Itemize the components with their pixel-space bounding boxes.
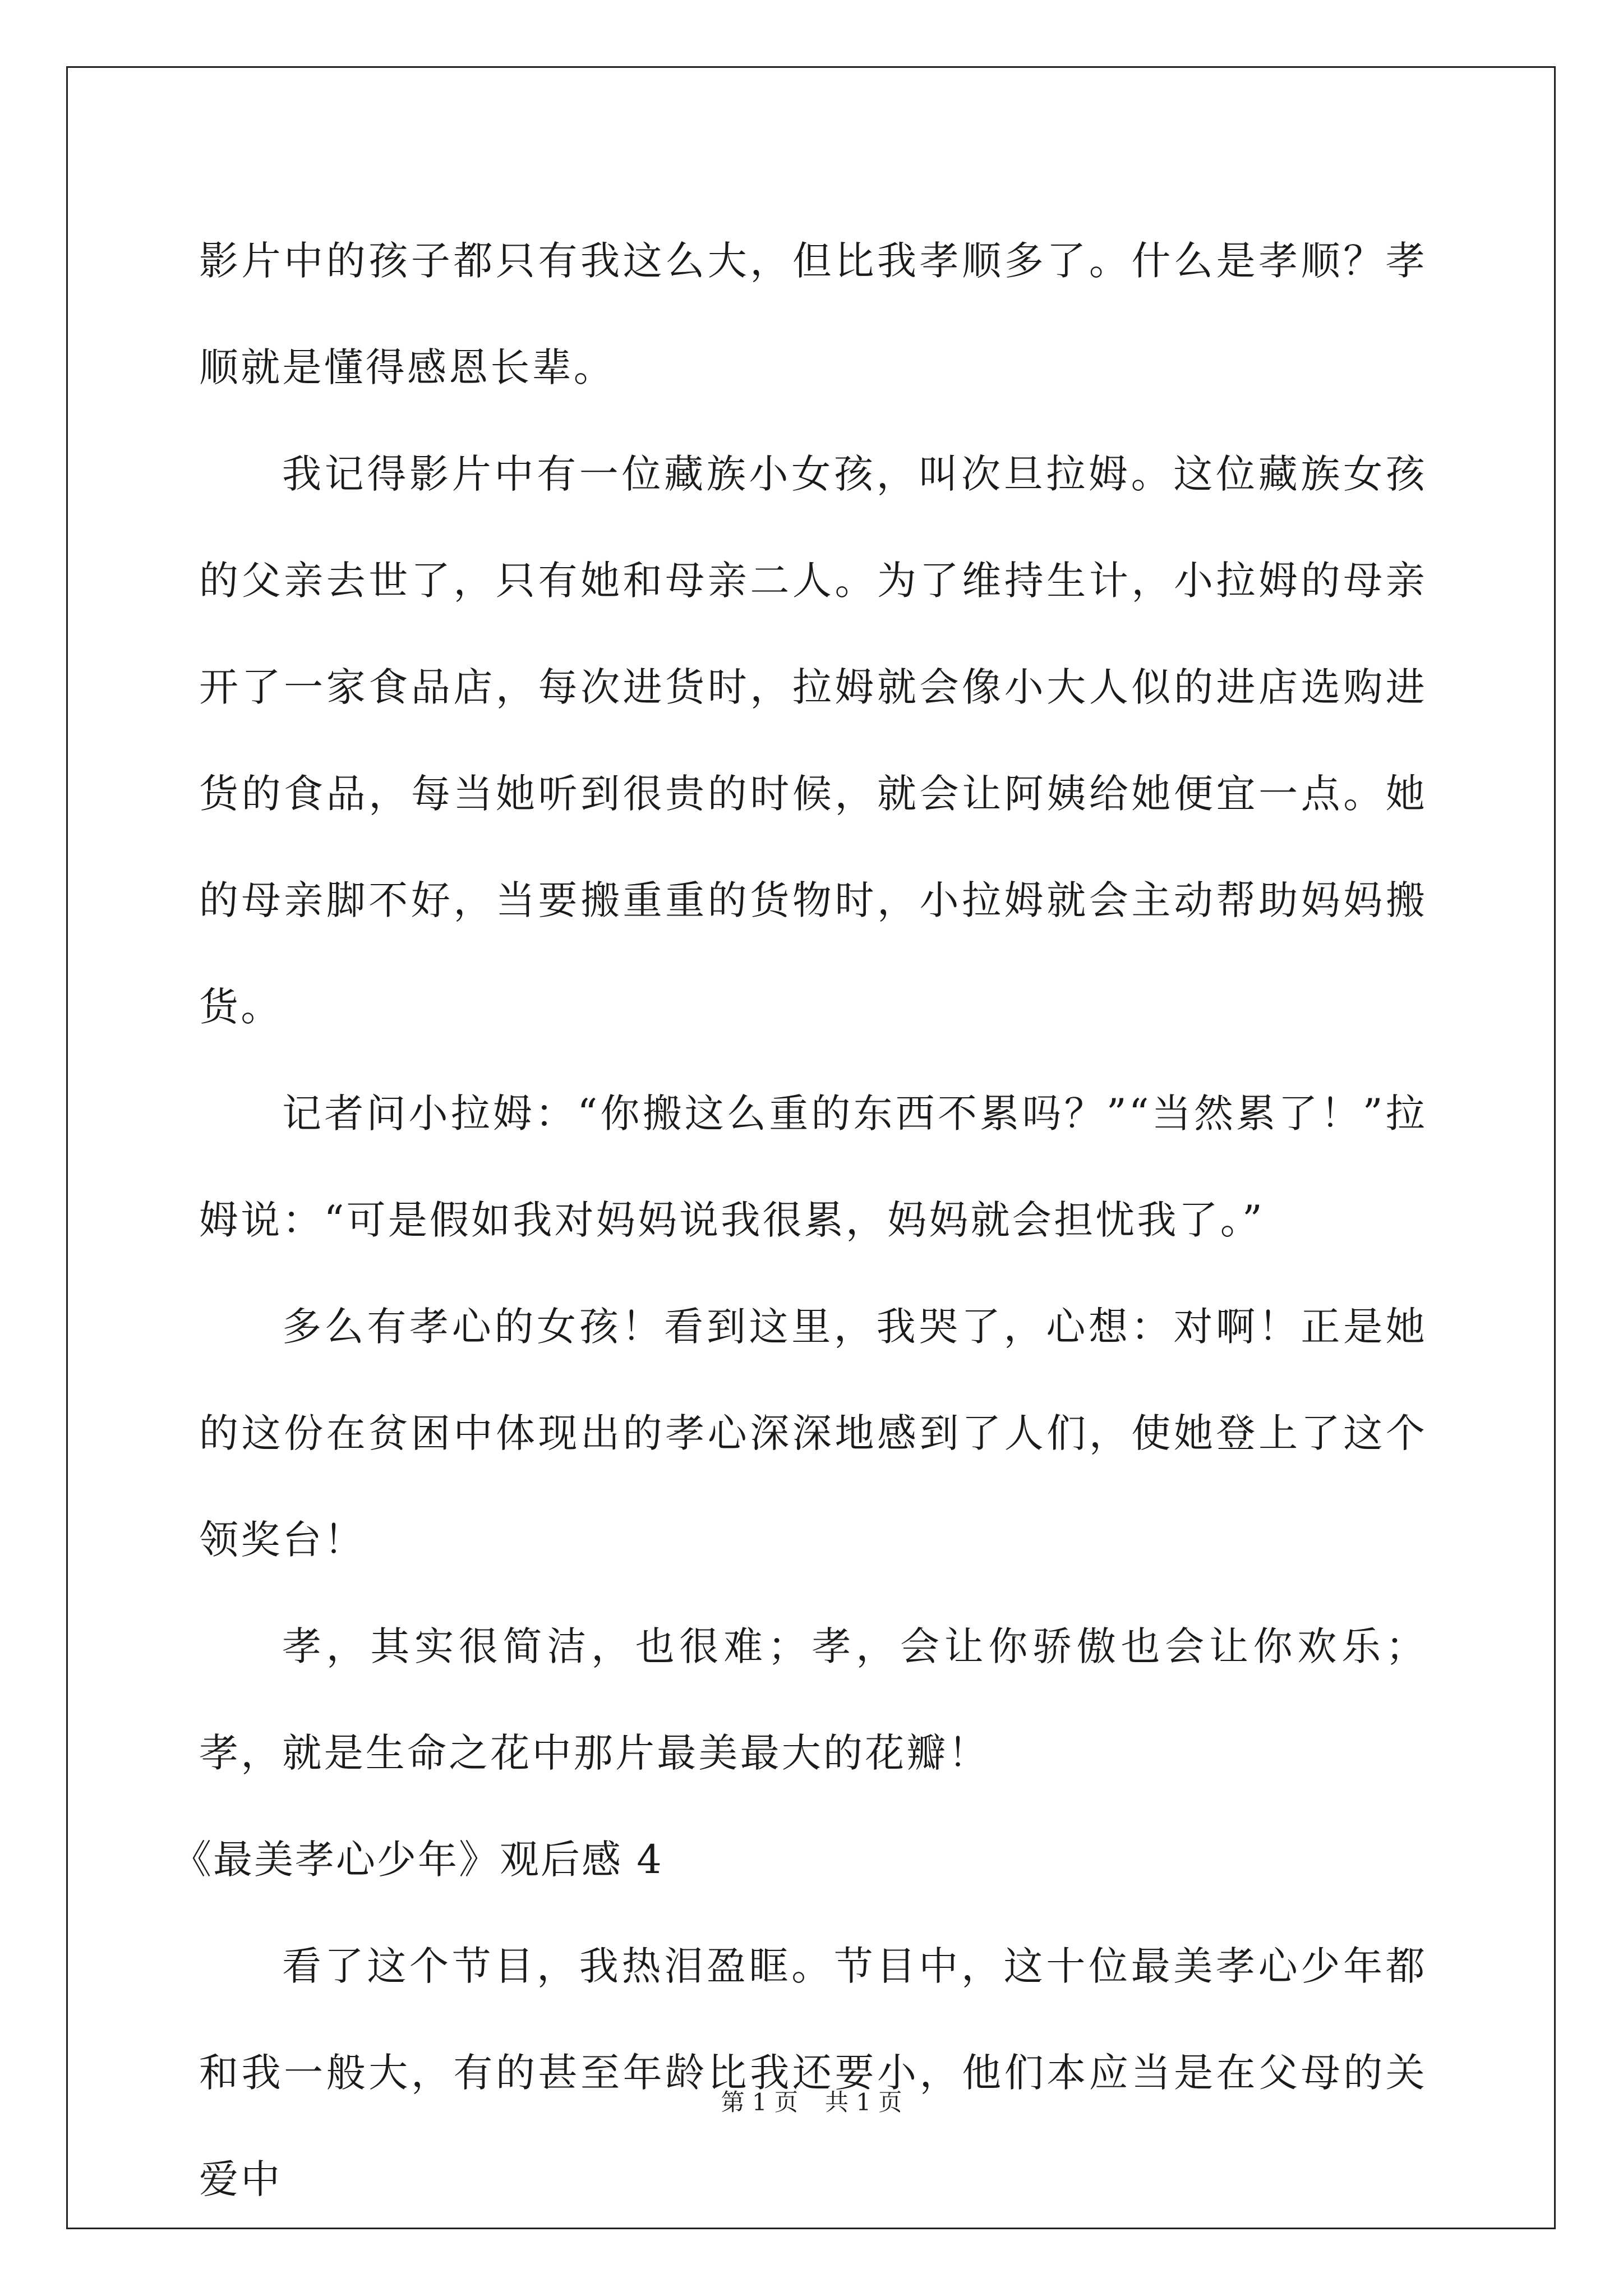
paragraph-4: 多么有孝心的女孩！看到这里，我哭了，心想：对啊！正是她的这份在贫困中体现出的孝心深深地感到了人们，使她登上了这个领奖台！ — [199, 1304, 1427, 1563]
section-heading: 《最美孝心少年》观后感 4 — [172, 1837, 663, 1883]
paragraph-6: 看了这个节目，我热泪盈眶。节目中，这十位最美孝心少年都和我一般大，有的甚至年龄比我还要小，他们本应当是在父母的关爱中 — [199, 1943, 1427, 2202]
paragraph-5: 孝，其实很简洁，也很难；孝，会让你骄傲也会让你欢乐；孝，就是生命之花中那片最美最大的花瓣！ — [199, 1623, 1427, 1776]
page-total: 共 1 页 — [825, 2088, 902, 2116]
page-footer — [0, 2086, 1623, 2119]
document-body — [172, 208, 1427, 2233]
paragraph-1: 影片中的孩子都只有我这么大，但比我孝顺多了。什么是孝顺？孝顺就是懂得感恩长辈。 — [199, 238, 1427, 390]
paragraph-2: 我记得影片中有一位藏族小女孩，叫次旦拉姆。这位藏族女孩的父亲去世了，只有她和母亲二人。为了维持生计，小拉姆的母亲开了一家食品店，每次进货时，拉姆就会像小大人似的进店选购进货的食品，每当她听到很贵的时候，就会让阿姨给她便宜一点。她的母亲脚不好，当要搬重重的货物时，小拉姆就会主动帮助妈妈搬货。 — [199, 451, 1427, 1030]
paragraph-3: 记者问小拉姆：“你搬这么重的东西不累吗？”“当然累了！”拉姆说：“可是假如我对妈妈说我很累，妈妈就会担忧我了。” — [199, 1091, 1427, 1243]
page-number: 第 1 页 — [721, 2088, 798, 2116]
